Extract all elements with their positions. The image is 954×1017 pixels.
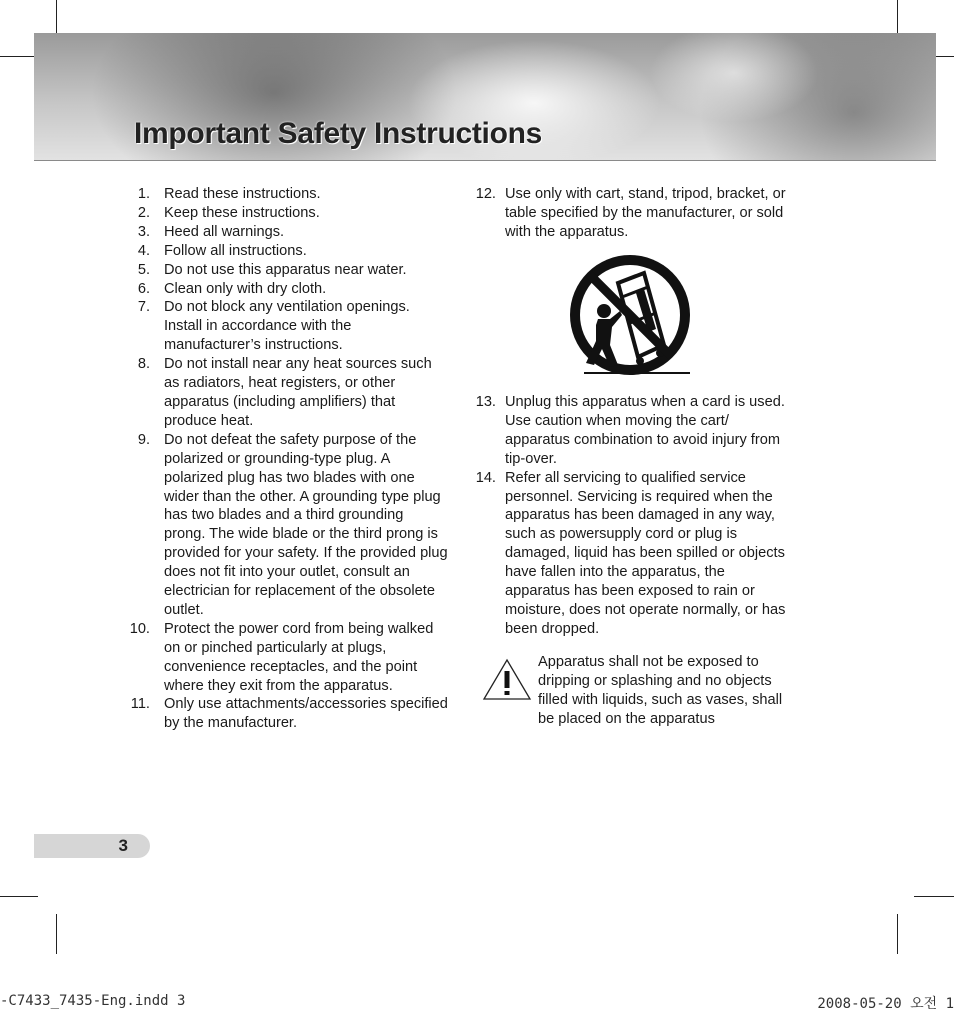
list-item-text: Keep these instructions. — [164, 204, 320, 221]
page-number: 3 — [118, 836, 128, 855]
list-item — [470, 469, 790, 639]
list-item-number: 10. — [129, 620, 150, 637]
list-item-text: Follow all instructions. — [164, 242, 307, 259]
header-banner — [34, 33, 936, 161]
list-item-text: Do not install near any heat sources such as radiators, heat registers, or other apparatus (including amplifiers) that produce heat. — [164, 356, 432, 429]
list-item — [128, 280, 448, 299]
list-item-text: Do not defeat the safety purpose of the polarized or grounding-type plug. A polarized plug has two blades with one wider than the other. A grounding type plug has two blades and a third grounding prong. The wide blade or the third prong is provided for your safety. If the provided plug does not fit into your outlet, consult an electrician for replacement of the obsolete outlet. — [164, 431, 448, 618]
list-item-number: 1. — [137, 186, 150, 202]
list-item — [128, 242, 448, 261]
list-item — [128, 298, 448, 355]
list-item — [128, 355, 448, 431]
caution-text: Apparatus shall not be exposed to dripping or splashing and no objects filled with liquids, such as vases, shall be placed on the apparatus — [538, 654, 783, 727]
list-item-number: 13. — [475, 394, 496, 410]
list-item-number: 8. — [137, 356, 150, 373]
caution-note — [482, 653, 802, 729]
instructions-right-column-bottom — [470, 393, 790, 639]
list-item-text: Clean only with dry cloth. — [164, 280, 327, 297]
list-item-text: Do not use this apparatus near water. — [164, 261, 407, 278]
list-item-number: 12. — [475, 186, 496, 202]
crop-mark — [0, 896, 38, 897]
list-item — [128, 431, 448, 620]
list-item-number: 6. — [137, 280, 150, 297]
list-item — [128, 261, 448, 280]
list-item — [128, 185, 448, 204]
cart-tip-over-icon — [560, 253, 692, 381]
list-item — [128, 695, 448, 733]
list-item-text: Protect the power cord from being walked on or pinched particularly at plugs, convenience receptacles, and the point where they exit from the apparatus. — [164, 620, 434, 694]
list-item — [470, 185, 790, 242]
list-item-number: 11. — [130, 696, 150, 713]
list-item-text: Only use attachments/accessories specified by the manufacturer. — [164, 696, 448, 732]
page-title: Important Safety Instructions — [134, 117, 543, 150]
warning-triangle-icon — [482, 657, 532, 701]
instructions-left-column — [128, 185, 448, 733]
list-item-text: Heed all warnings. — [164, 223, 285, 240]
list-item-number: 9. — [137, 431, 150, 448]
list-item-text: Do not block any ventilation openings. Install in accordance with the manufacturer’s instructions. — [164, 299, 410, 354]
slug-date: 2008-05-20 오전 1 — [817, 996, 954, 1012]
list-item-text: Use only with cart, stand, tripod, bracket, or table specified by the manufacturer, or sold with the apparatus. — [505, 186, 786, 240]
list-item — [128, 223, 448, 242]
list-item-number: 2. — [137, 204, 150, 221]
list-item-text: Unplug this apparatus when a card is used. Use caution when moving the cart/ apparatus combination to avoid injury from tip-over. — [505, 394, 785, 467]
list-item-text: Read these instructions. — [164, 186, 321, 202]
list-item — [128, 204, 448, 223]
crop-mark — [0, 56, 38, 57]
list-item-number: 4. — [137, 242, 150, 259]
list-item-number: 7. — [137, 299, 150, 316]
slug-filename: -C7433_7435-Eng.indd 3 — [0, 993, 186, 1009]
list-item-number: 3. — [137, 223, 150, 240]
list-item-number: 14. — [475, 469, 496, 486]
instructions-right-column-top — [470, 185, 790, 242]
list-item — [128, 620, 448, 696]
crop-mark — [914, 896, 954, 897]
crop-mark — [56, 914, 57, 954]
crop-mark — [897, 914, 898, 954]
list-item-number: 5. — [137, 261, 150, 278]
list-item-text: Refer all servicing to qualified service personnel. Servicing is required when the apparatus has been damaged in any way, such as powersupply cord or plug is damaged, liquid has been spilled or objects have fallen into the apparatus, the apparatus has been exposed to rain or moisture, does not operate normally, or has been dropped. — [505, 469, 786, 637]
page-number-tab — [34, 834, 150, 858]
list-item — [470, 393, 790, 469]
